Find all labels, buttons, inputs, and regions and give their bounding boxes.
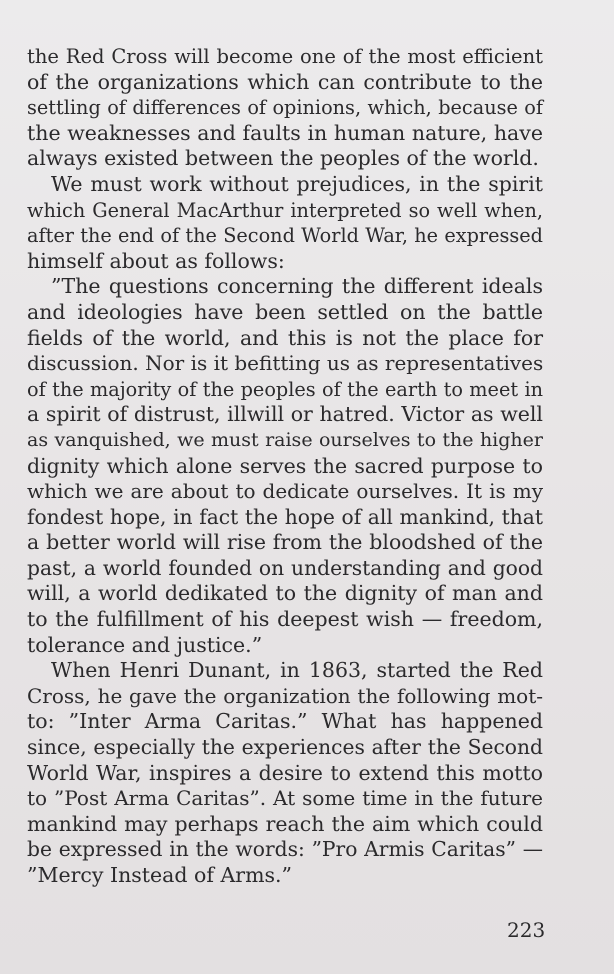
text-line: to: ”Inter Arma Caritas.” What has happened (27, 709, 543, 734)
text-line: past, a world founded on understanding and good (27, 555, 543, 580)
text-line: always existed between the peoples of the world. (27, 146, 539, 171)
text-line: which we are about to dedicate ourselves. It is my (27, 479, 543, 504)
text-line: since, especially the experiences after the Second (27, 735, 543, 760)
text-line: World War, inspires a desire to extend this motto (27, 760, 543, 785)
text-line: of the organizations which can contribute to the (27, 69, 543, 94)
paragraph (27, 658, 543, 888)
text-line: will, a world dedikated to the dignity of man and (27, 581, 543, 606)
text-line: after the end of the Second World War, he expressed (27, 224, 543, 248)
text-line: a better world will rise from the bloodshed of the (27, 530, 543, 555)
body-text (27, 44, 543, 889)
text-line: ”The questions concerning the different ideals (51, 274, 543, 299)
text-line: We must work without prejudices, in the spirit (51, 171, 543, 196)
text-line: ”Mercy Instead of Arms.” (27, 863, 293, 887)
text-line: of the majority of the peoples of the earth to meet in (27, 377, 543, 401)
text-line: be expressed in the words: ”Pro Armis Caritas” — (27, 837, 543, 862)
text-line: fields of the world, and this is not the place for (27, 325, 543, 350)
text-line: which General MacArthur interpreted so well when, (27, 198, 543, 222)
text-line: to ”Post Arma Caritas”. At some time in the future (27, 786, 543, 811)
text-line: dignity which alone serves the sacred purpose to (27, 453, 543, 478)
text-line: as vanquished, we must raise ourselves to the higher (27, 428, 543, 451)
text-line: Cross, he gave the organization the following mot- (27, 683, 543, 708)
text-line: to the fulfillment of his deepest wish — freedom, (27, 607, 543, 632)
text-line: settling of differences of opinions, which, because of (27, 96, 543, 120)
text-line: the Red Cross will become one of the most efficient (27, 45, 543, 68)
page-number: 223 (507, 918, 546, 942)
quotation-paragraph (27, 274, 543, 658)
text-line: himself about as follows: (27, 248, 285, 273)
text-line: mankind may perhaps reach the aim which could (27, 811, 543, 836)
text-line: fondest hope, in fact the hope of all mankind, that (27, 504, 543, 529)
paragraph (27, 44, 543, 172)
text-line: the weaknesses and faults in human nature, have (27, 120, 543, 145)
text-line: and ideologies have been settled on the battle (27, 299, 543, 324)
text-line: When Henri Dunant, in 1863, started the Red (51, 658, 543, 683)
paragraph (27, 172, 543, 274)
text-line: tolerance and justice.” (27, 632, 263, 657)
text-line: discussion. Nor is it befitting us as representatives (27, 351, 544, 376)
text-line: a spirit of distrust, illwill or hatred. Victor as well (27, 402, 543, 427)
